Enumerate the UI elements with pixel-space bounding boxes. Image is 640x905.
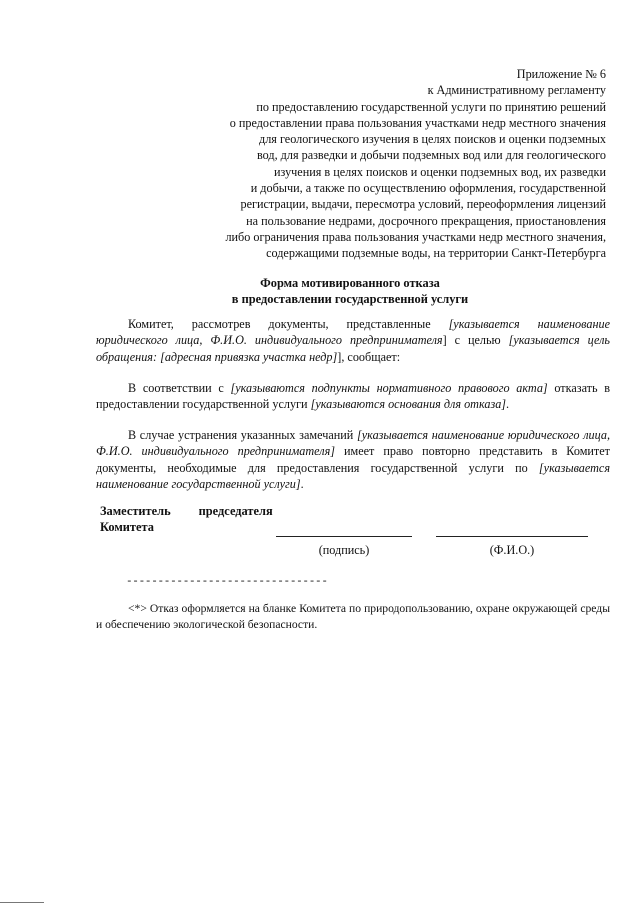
appendix-line-12: содержащими подземные воды, на территории Санкт-Петербурга <box>266 246 606 261</box>
p1-placeholder-applicant: [указывается наименование юридического лица, Ф.И.О. индивидуального предпринимателя <box>96 317 610 348</box>
appendix-line-4: о предоставлении права пользования участками недр местного значения <box>229 115 606 130</box>
p3-text-2: имеет право повторно представить в Комитет документы, необходимые для предоставления государственной услуги по <box>96 444 610 475</box>
footnote: <*> Отказ оформляется на бланке Комитета по природопользованию, охране окружающей среды и обеспечению экологической безопасности. <box>96 602 610 631</box>
p2-placeholder-grounds: [указываются основания для отказа] <box>310 397 507 412</box>
appendix-line-6: вод, для разведки и добычи подземных вод или для геологического <box>256 148 606 163</box>
appendix-line-10: на пользование недрами, досрочного прекращения, приостановления <box>246 213 606 228</box>
p3-placeholder-service: [указывается наименование государственной услуги] <box>96 460 610 492</box>
signer-word-deputy: Заместитель <box>100 504 171 518</box>
p1-placeholder-purpose: [указывается цель обращения: [адресная привязка участка недр] <box>96 333 610 364</box>
p3-text-3: . <box>300 477 304 492</box>
form-title-line-1: Форма мотивированного отказа <box>260 276 440 290</box>
p1-text-1: Комитет, рассмотрев документы, представленные <box>128 317 449 331</box>
p2-text-2: отказать в предоставлении государственной услуги <box>96 381 611 412</box>
footnote-separator: -------------------------------- <box>126 576 328 588</box>
appendix-line-8: и добычи, а также по осуществлению оформления, государственной <box>250 181 606 196</box>
signer-title <box>100 503 273 535</box>
p2-text-3: . <box>506 397 510 412</box>
p1-text-2: ] с целью <box>442 333 509 348</box>
signature-caption: (подпись) <box>318 543 370 557</box>
signature-line <box>276 536 412 537</box>
signer-word-chairman: председателя <box>198 504 273 518</box>
paragraph-resubmission <box>96 427 610 493</box>
name-line <box>436 536 588 537</box>
paragraph-committee-review <box>96 316 610 365</box>
form-title-line-2: в предоставлении государственной услуги <box>231 292 469 306</box>
appendix-line-2: к Административному регламенту <box>427 83 606 98</box>
appendix-line-1: Приложение № 6 <box>516 67 606 81</box>
appendix-line-3: по предоставлению государственной услуги по принятию решений <box>256 99 606 114</box>
page-edge-mark <box>0 902 44 903</box>
appendix-header <box>146 66 606 262</box>
form-title <box>130 275 570 307</box>
appendix-line-7: изучения в целях поисков и оценки подземных вод, их разведки <box>274 164 606 179</box>
p2-text-1: В соответствии с <box>128 381 231 395</box>
appendix-line-9: регистрации, выдачи, пересмотра условий, переоформления лицензий <box>240 197 606 212</box>
appendix-line-11: либо ограничения права пользования участками недр местного значения, <box>225 229 606 244</box>
name-caption: (Ф.И.О.) <box>489 543 535 557</box>
p3-text-1: В случае устранения указанных замечаний <box>128 428 358 442</box>
p2-placeholder-legal-act: [указываются подпункты нормативного правового акта] <box>230 381 548 395</box>
paragraph-refusal <box>96 380 610 413</box>
appendix-line-5: для геологического изучения в целях поисков и оценки подземных <box>259 132 606 147</box>
p3-placeholder-applicant: [указывается наименование юридического лица, Ф.И.О. индивидуального предпринимателя] <box>96 428 610 459</box>
signer-committee: Комитета <box>100 520 154 534</box>
p1-text-3: ], сообщает: <box>337 349 401 364</box>
